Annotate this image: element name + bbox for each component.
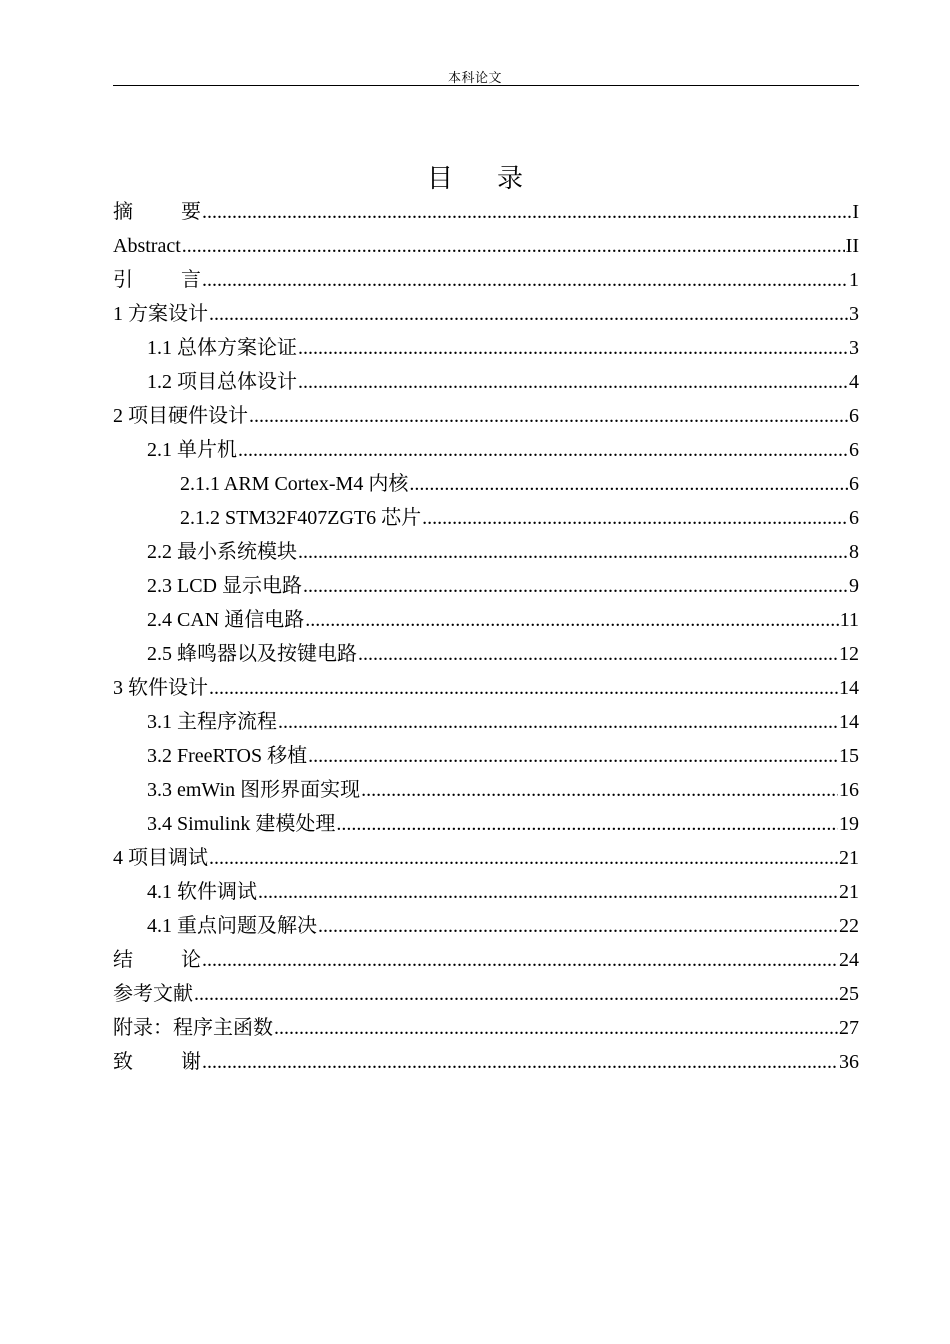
toc-page-number: II <box>845 235 859 257</box>
toc-leader-dots <box>202 263 848 297</box>
toc-leader-dots <box>308 739 838 773</box>
toc-page-number: 14 <box>839 711 859 733</box>
toc-page-number: 12 <box>839 643 859 665</box>
toc-entry-label: 1.2 项目总体设计 <box>147 371 297 393</box>
toc-leader-dots <box>202 943 838 977</box>
toc-leader-dots <box>358 637 838 671</box>
toc-entry-label <box>113 263 201 297</box>
running-header: 本科论文 <box>447 70 502 85</box>
toc-entry-label: 2.5 蜂鸣器以及按键电路 <box>147 643 357 665</box>
toc-leader-dots <box>303 569 848 603</box>
toc-entry[interactable] <box>113 467 859 501</box>
toc-entry-label: Abstract <box>113 235 181 257</box>
toc-page-number: 3 <box>849 303 859 325</box>
toc-page-number: 6 <box>849 473 859 495</box>
toc-page-number: 1 <box>849 269 859 291</box>
toc-title <box>0 158 950 195</box>
toc-entry[interactable] <box>113 501 859 535</box>
toc-entry[interactable] <box>113 773 859 807</box>
toc-entry-label-char: 言 <box>181 269 201 291</box>
toc-entry-label <box>113 943 201 977</box>
toc-leader-dots <box>202 1045 838 1079</box>
toc-entry-label-char: 谢 <box>181 1051 201 1073</box>
toc-entry[interactable] <box>113 399 859 433</box>
toc-leader-dots <box>305 603 839 637</box>
toc-entry[interactable] <box>113 671 859 705</box>
toc-entry[interactable] <box>113 637 859 671</box>
toc-entry-label: 附录：程序主函数 <box>113 1017 273 1039</box>
toc-entry-label-char: 摘 <box>113 201 133 223</box>
toc-leader-dots <box>194 977 838 1011</box>
toc-entry[interactable] <box>113 195 859 229</box>
toc-leader-dots <box>182 229 845 263</box>
toc-page-number: 24 <box>839 949 859 971</box>
toc-entry-label: 2.1 单片机 <box>147 439 237 461</box>
toc-entry-label: 2 项目硬件设计 <box>113 405 248 427</box>
toc-page-number: 3 <box>849 337 859 359</box>
toc-page-number: 6 <box>849 507 859 529</box>
header-rule <box>113 85 859 86</box>
toc-leader-dots <box>318 909 838 943</box>
toc-page-number: 19 <box>839 813 859 835</box>
toc-entry[interactable] <box>113 943 859 977</box>
toc-entry[interactable] <box>113 807 859 841</box>
toc-page-number: 27 <box>839 1017 859 1039</box>
toc-entry[interactable] <box>113 739 859 773</box>
toc-leader-dots <box>278 705 838 739</box>
toc-entry-label: 3.4 Simulink 建模处理 <box>147 813 336 835</box>
toc-entry-label: 3.2 FreeRTOS 移植 <box>147 745 308 767</box>
toc-entry[interactable] <box>113 433 859 467</box>
toc-leader-dots <box>238 433 848 467</box>
toc-page-number: 4 <box>849 371 859 393</box>
toc-entry-label: 1 方案设计 <box>113 303 208 325</box>
toc-page-number: 22 <box>839 915 859 937</box>
toc-page-number: 8 <box>849 541 859 563</box>
toc-entry[interactable] <box>113 1011 859 1045</box>
toc-page-number: 6 <box>849 405 859 427</box>
toc-entry-label-char: 致 <box>113 1051 133 1073</box>
toc-entry[interactable] <box>113 875 859 909</box>
toc-page-number: I <box>852 201 859 223</box>
toc-entry-label: 2.1.1 ARM Cortex-M4 内核 <box>180 473 409 495</box>
toc-leader-dots <box>209 841 838 875</box>
toc-leader-dots <box>422 501 848 535</box>
toc-title-char: 目 <box>426 164 453 193</box>
toc-entry[interactable] <box>113 569 859 603</box>
toc-leader-dots <box>274 1011 838 1045</box>
toc-page-number: 11 <box>839 609 859 631</box>
toc-page-number: 15 <box>839 745 859 767</box>
toc-entry-label: 4.1 重点问题及解决 <box>147 915 317 937</box>
toc-entry[interactable] <box>113 909 859 943</box>
toc-entry-label: 4 项目调试 <box>113 847 208 869</box>
toc-page-number: 25 <box>839 983 859 1005</box>
toc-entry[interactable] <box>113 1045 859 1079</box>
toc-page-number: 36 <box>839 1051 859 1073</box>
toc-entry[interactable] <box>113 535 859 569</box>
toc-entry-label: 参考文献 <box>113 983 193 1005</box>
toc-entry-label: 2.4 CAN 通信电路 <box>147 609 305 631</box>
toc-entry[interactable] <box>113 297 859 331</box>
toc-entry-label-char: 要 <box>181 201 201 223</box>
toc-entry[interactable] <box>113 263 859 297</box>
toc-leader-dots <box>209 671 838 705</box>
toc-entry-label: 2.3 LCD 显示电路 <box>147 575 302 597</box>
toc-entry-label-char: 引 <box>113 269 133 291</box>
toc-entry-label-char: 论 <box>181 949 201 971</box>
toc-entry[interactable] <box>113 705 859 739</box>
toc-entry-label: 2.1.2 STM32F407ZGT6 芯片 <box>180 507 422 529</box>
toc-entry-label-char: 结 <box>113 949 133 971</box>
toc-entry-label <box>113 1045 201 1079</box>
toc-page-number: 6 <box>849 439 859 461</box>
toc-leader-dots <box>298 535 848 569</box>
toc-page-number: 9 <box>849 575 859 597</box>
toc-entry[interactable] <box>113 603 859 637</box>
toc-leader-dots <box>409 467 848 501</box>
toc-entry-label: 4.1 软件调试 <box>147 881 257 903</box>
toc-entry[interactable] <box>113 365 859 399</box>
toc-entry-label: 3.3 emWin 图形界面实现 <box>147 779 361 801</box>
toc-title-char: 录 <box>497 164 524 193</box>
toc-entry-label: 1.1 总体方案论证 <box>147 337 297 359</box>
toc-entry[interactable] <box>113 841 859 875</box>
toc-page-number: 16 <box>839 779 859 801</box>
toc-entry-label <box>113 195 201 229</box>
toc-leader-dots <box>298 331 848 365</box>
toc-page-number: 14 <box>839 677 859 699</box>
toc-leader-dots <box>249 399 848 433</box>
toc-leader-dots <box>336 807 838 841</box>
toc-leader-dots <box>298 365 848 399</box>
toc-entry[interactable] <box>113 977 859 1011</box>
toc-entry-label: 3.1 主程序流程 <box>147 711 277 733</box>
toc-leader-dots <box>202 195 851 229</box>
toc-page-number: 21 <box>839 881 859 903</box>
toc-entry-label: 2.2 最小系统模块 <box>147 541 297 563</box>
toc-entry[interactable] <box>113 331 859 365</box>
toc-leader-dots <box>361 773 838 807</box>
toc-leader-dots <box>209 297 848 331</box>
toc-entry[interactable] <box>113 229 859 263</box>
toc-leader-dots <box>258 875 838 909</box>
table-of-contents <box>113 195 859 1079</box>
toc-page-number: 21 <box>839 847 859 869</box>
toc-entry-label: 3 软件设计 <box>113 677 208 699</box>
